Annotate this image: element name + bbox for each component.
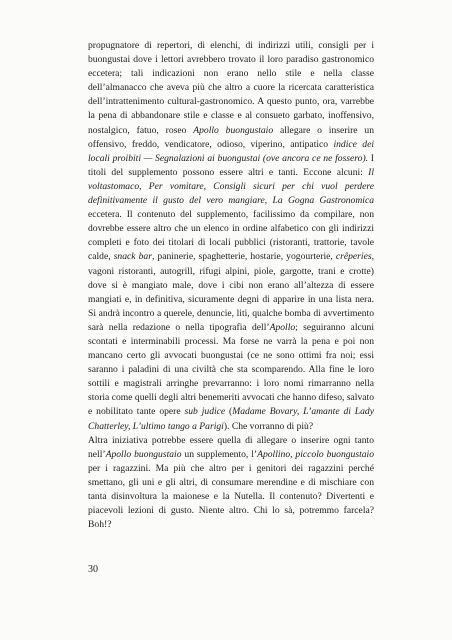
- text-run: Altra iniziativa potrebbe essere quella di allegare o inserire ogni tanto nell’: [88, 434, 374, 460]
- text-run: I titoli del supplemento possono essere altri e tanti. Eccone alcuni:: [88, 152, 374, 178]
- text-run: allegare o inserire un offensivo, freddo, vendicatore, odioso, viperino, antipatico: [88, 124, 375, 150]
- text-run: eccetera. Il contenuto del supplemento, facilissimo da compilare, non dovrebbe essere altro che un elenco in ordine alfabetico con gli indirizzi completi e foto dei titolari di locali pubblici (ristoranti, trattorie, tavole calde,: [88, 209, 374, 263]
- paragraph-2: [88, 434, 374, 533]
- text-run: propugnatore di repertori, di elenchi, di indirizzi utili, consigli per i buongustai dove i lettori avrebbero trovato il loro paradiso gastronomico eccetera; tali indicazioni non erano nello stile e nella classe dell’almanacco che aveva più che altro a cuore la ricercata caratteristica dell’intrattenimento cultural-gastronomico. A questo punto, ora, varrebbe la pena di abbandonare stile e classe e al consueto garbato, inoffensivo, nostalgico, fatuo, roseo: [88, 40, 374, 136]
- text-run: per i ragazzini. Ma più che altro per i genitori dei ragazzini perché smettano, gli uni e gli altri, di consumare merendine e di mischiare con tanta disinvoltura la maionese e la Nutella. Il contenuto? Divertenti e piacevoli lezioni di gusto. Niente altro. Chi lo sà, potremmo farcela? Boh!?: [88, 462, 374, 531]
- text-run: , paninerie, spaghetterie, hostarie, yogourterie,: [151, 251, 336, 263]
- text-run: ; seguiranno alcuni scontati e interminabili processi. Ma forse ne varrà la pena e poi non mancano certo gli avvocati buongustai (ce ne sono ottimi fra noi; essi saranno i paladini di una civiltà che sta scomparendo. Alla fine le loro sottili e magistrali arringhe prevarranno: i loro nomi rimarranno nella storia come quelli degli altri benemeriti avvocati che hanno difeso, salvato e nobilitato tante opere: [88, 321, 375, 418]
- italic-run: snack bar: [113, 251, 152, 263]
- italic-run: Apollo: [269, 321, 296, 333]
- text-run: (: [225, 406, 233, 418]
- italic-run: indice dei locali proibiti — Segnalazioni ai buongustai (ove ancora ce ne fossero).: [88, 138, 374, 164]
- body-text: [88, 39, 374, 532]
- paragraph-1: [88, 39, 374, 434]
- text-run: ). Che vorranno di più?: [223, 420, 314, 432]
- italic-run: sub judice: [184, 406, 226, 418]
- text-run: , vagoni ristoranti, autogrill, rifugi alpini, piole, gargotte, trani e crotte) dove si è mangiato male, dove i cibi non erano all’altezza di essere mangiati e, in definitiva, sicuramente degni di apparire in una lista nera. Si andrà incontro a querele, denuncie, liti, qualche bomba di avvertimento sarà nella redazione o nella tipografia dell’: [88, 251, 374, 333]
- italic-run: Apollino, piccolo buongustaio: [257, 448, 375, 460]
- italic-run: Madame Bovary, L’amante di Lady Chatterley, L’ultimo tango a Parigi: [88, 406, 374, 432]
- text-run: un supplemento, l’: [181, 448, 258, 460]
- italic-run: Apollo buongustaio: [105, 448, 182, 460]
- italic-run: Apollo buongustaio: [193, 124, 274, 136]
- page-number: 30: [88, 564, 98, 575]
- italic-run: crêperies: [335, 251, 372, 263]
- italic-run: Il voltastomaco, Per vomitare, Consigli sicuri per chi vuol perdere definitivamente il gusto del vero mangiare, La Gogna Gastronomica: [88, 166, 374, 207]
